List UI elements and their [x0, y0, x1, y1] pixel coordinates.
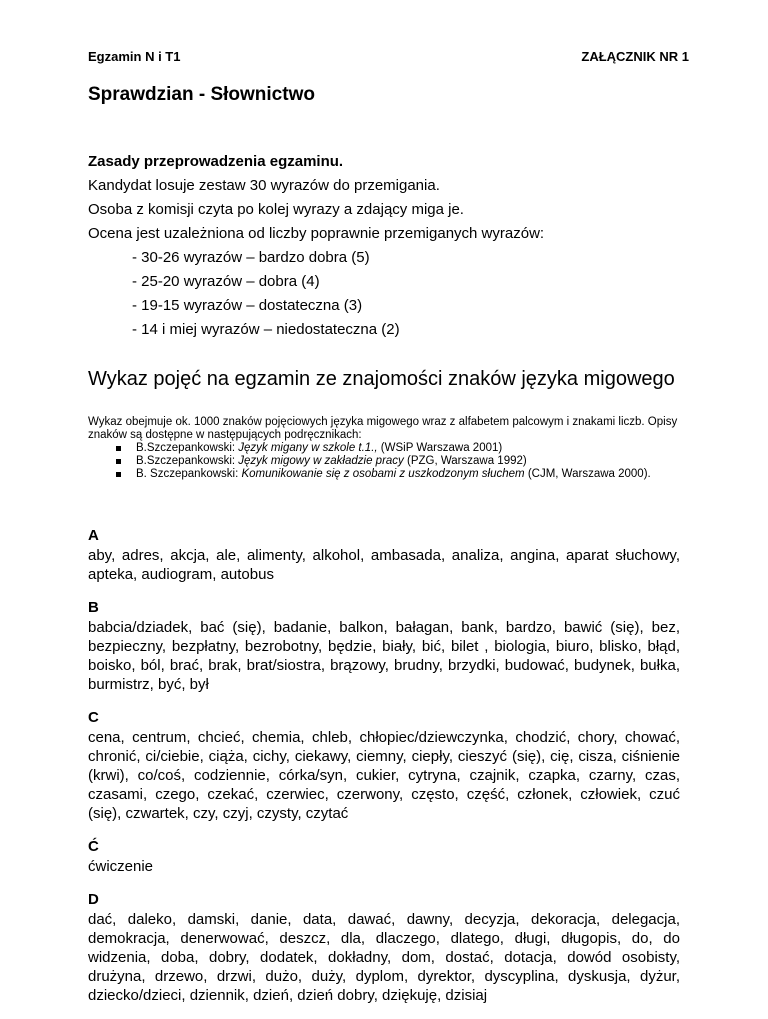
word-list: babcia/dziadek, bać (się), badanie, balkon, bałagan, bank, bardzo, bawić (się), bez, bezpieczny, bezpłatny, bezrobotny, będzie, biały, bić, bilet , biologia, biuro, blisko, błąd, boisko, ból, brać, brak, brat/siostra, brązowy, brudny, brzydki, budować, budynek, bułka, burmistrz, być, był — [88, 619, 680, 693]
reference-item — [88, 455, 688, 468]
letter-heading: B — [88, 599, 99, 616]
header-attachment-label: ZAŁĄCZNIK NR 1 — [581, 49, 689, 64]
reference-author: B. Szczepankowski: — [136, 468, 242, 480]
reference-item — [88, 468, 688, 481]
page-title: Sprawdzian - Słownictwo — [88, 84, 315, 105]
reference-list — [88, 442, 688, 481]
word-list: dać, daleko, damski, danie, data, dawać, dawny, decyzja, dekoracja, delegacja, demokracja, denerwować, deszcz, dla, dlaczego, dlatego, długi, długopis, do, do widzenia, doba, dobry, dodatek, dokładny, dom, dostać, dotacja, dowód osobisty, drużyna, drzewo, drzwi, dużo, duży, dyplom, dyrektor, dyscyplina, dyskusja, dyżur, dziecko/dzieci, dziennik, dzień, dzień dobry, dziękuję, dzisiaj — [88, 911, 680, 1004]
word-list: cena, centrum, chcieć, chemia, chleb, chłopiec/dziewczynka, chodzić, chory, chować, chronić, ci/ciebie, ciąża, cichy, ciekawy, ciemny, ciepły, cieszyć (się), cię, cisza, ciśnienie (krwi), co/coś, codziennie, córka/syn, cukier, cytryna, czajnik, czapka, czarny, czas, czasami, czego, czekać, czerwiec, czerwony, często, część, członek, człowiek, czuć (się), czwartek, czy, czyj, czysty, czytać — [88, 729, 680, 822]
letter-heading: D — [88, 891, 99, 908]
grade-item: - 14 i miej wyrazów – niedostateczna (2) — [132, 321, 400, 338]
reference-title: Komunikowanie się z osobami z uszkodzonym słuchem — [241, 468, 525, 480]
rules-line: Kandydat losuje zestaw 30 wyrazów do przemigania. — [88, 177, 440, 194]
intro-text: Wykaz obejmuje ok. 1000 znaków pojęciowych języka migowego wraz z alfabetem palcowym i znakami liczb. Opisy znaków są dostępne w następujących podręcznikach: — [88, 416, 678, 441]
grade-item: - 30-26 wyrazów – bardzo dobra (5) — [132, 249, 370, 266]
grade-item: - 25-20 wyrazów – dobra (4) — [132, 273, 320, 290]
section-title: Wykaz pojęć na egzamin ze znajomości znaków języka migowego — [88, 368, 675, 390]
exam-rules — [88, 150, 688, 342]
reference-item — [88, 442, 688, 455]
letter-heading: Ć — [88, 838, 99, 855]
reference-title: Język migowy w zakładzie pracy — [238, 455, 404, 467]
bullet-icon — [116, 472, 121, 477]
bullet-icon — [116, 446, 121, 451]
rules-heading: Zasady przeprowadzenia egzaminu. — [88, 153, 344, 170]
letter-heading: A — [88, 527, 99, 544]
word-list: aby, adres, akcja, ale, alimenty, alkohol, ambasada, analiza, angina, aparat słuchowy, apteka, audiogram, autobus — [88, 547, 680, 583]
letter-section-b — [88, 598, 680, 694]
letter-section-d — [88, 890, 680, 1005]
reference-publisher: (WSiP Warszawa 2001) — [377, 442, 503, 454]
bullet-icon — [116, 459, 121, 464]
reference-publisher: (PZG, Warszawa 1992) — [403, 455, 527, 467]
vocabulary-list — [88, 526, 680, 1019]
reference-author: B.Szczepankowski: — [136, 442, 239, 454]
letter-section-a — [88, 526, 680, 584]
reference-author: B.Szczepankowski: — [136, 455, 239, 467]
rules-line: Ocena jest uzależniona od liczby poprawnie przemiganych wyrazów: — [88, 225, 545, 242]
page-header — [88, 49, 689, 65]
letter-section-c-acute — [88, 837, 680, 876]
letter-section-c — [88, 708, 680, 823]
letter-heading: C — [88, 709, 99, 726]
rules-line: Osoba z komisji czyta po kolej wyrazy a zdający miga je. — [88, 201, 464, 218]
intro-block — [88, 416, 688, 481]
reference-title: Język migany w szkole t.1., — [238, 442, 378, 454]
header-exam-label: Egzamin N i T1 — [88, 49, 181, 64]
word-list: ćwiczenie — [88, 858, 154, 875]
grade-item: - 19-15 wyrazów – dostateczna (3) — [132, 297, 363, 314]
reference-publisher: (CJM, Warszawa 2000). — [524, 468, 651, 480]
